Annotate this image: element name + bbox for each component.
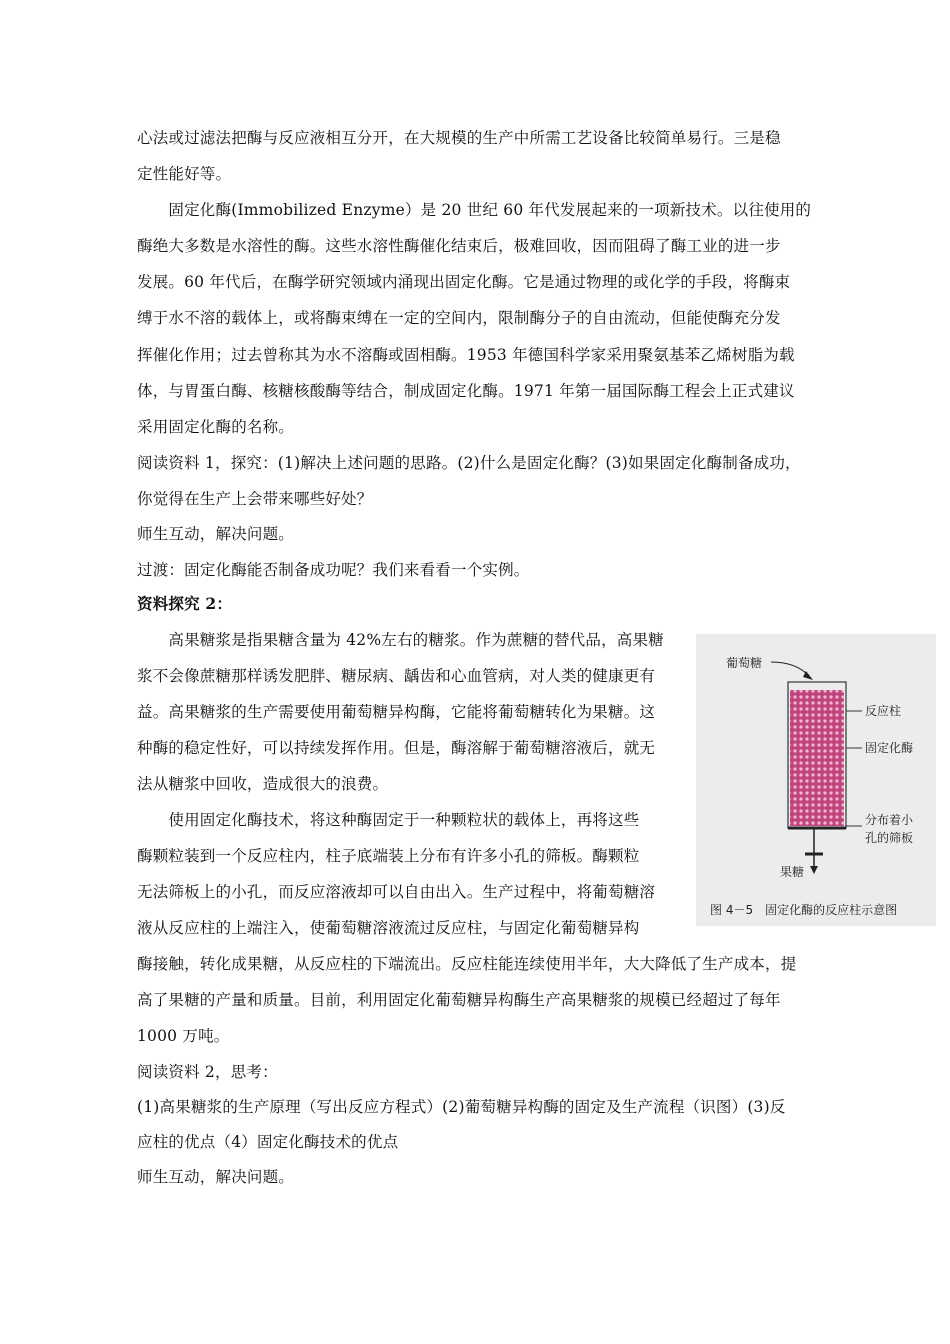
text-line: 种酶的稳定性好，可以持续发挥作用。但是，酶溶解于葡萄糖溶液后，就无 [137,739,656,757]
text-line: 高果糖浆是指果糖含量为 42%左右的糖浆。作为蔗糖的替代品，高果糖 [137,631,664,649]
text-line: 过渡：固定化酶能否制备成功呢？我们来看看一个实例。 [137,561,530,579]
text-line: 法从糖浆中回收，造成很大的浪费。 [137,775,389,793]
section-heading: 资料探究 2： [137,594,233,613]
input-label: 葡萄糖 [726,656,763,670]
output-label: 果糖 [780,865,805,879]
text-line: 无法筛板上的小孔，而反应溶液却可以自由出入。生产过程中，将葡萄糖溶 [137,883,656,901]
text-line: 酶颗粒装到一个反应柱内，柱子底端装上分布有许多小孔的筛板。酶颗粒 [137,847,640,865]
text-line: 高了果糖的产量和质量。目前，利用固定化葡萄糖异构酶生产高果糖浆的规模已经超过了每年 [137,991,781,1009]
text-line: 液从反应柱的上端注入，使葡萄糖溶液流过反应柱，与固定化葡萄糖异构 [137,919,640,937]
text-line: 酶接触，转化成果糖，从反应柱的下端流出。反应柱能连续使用半年，大大降低了生产成本，提 [137,955,797,973]
text-line: 师生互动，解决问题。 [137,525,295,543]
text-line: 浆不会像蔗糖那样诱发肥胖、糖尿病、龋齿和心血管病，对人类的健康更有 [137,667,656,685]
text-line: 挥催化作用；过去曾称其为水不溶酶或固相酶。1953 年德国科学家采用聚氨基苯乙烯树脂为载 [137,346,795,364]
text-line: 心法或过滤法把酶与反应液相互分开，在大规模的生产中所需工艺设备比较简单易行。三是稳 [137,129,781,147]
reaction-column-diagram [696,634,936,926]
text-line: 你觉得在生产上会带来哪些好处？ [137,490,373,508]
text-line: 定性能好等。 [137,165,232,183]
enzyme-label: 固定化酶 [865,741,914,755]
text-line: 体，与胃蛋白酶、核糖核酸酶等结合，制成固定化酶。1971 年第一届国际酶工程会上正式建议 [137,382,795,400]
text-line: 益。高果糖浆的生产需要使用葡萄糖异构酶，它能将葡萄糖转化为果糖。这 [137,703,656,721]
text-line: 阅读资料 1，探究：(1)解决上述问题的思路。(2)什么是固定化酶？(3)如果固定化酶制备成功， [137,454,801,472]
text-line: 固定化酶(Immobilized Enzyme）是 20 世纪 60 年代发展起来的一项新技术。以往使用的 [137,201,812,219]
text-line: 发展。60 年代后，在酶学研究领域内涌现出固定化酶。它是通过物理的或化学的手段，将酶束 [137,273,791,291]
text-line: 酶绝大多数是水溶性的酶。这些水溶性酶催化结束后，极难回收，因而阻碍了酶工业的进一步 [137,237,781,255]
text-line: (1)高果糖浆的生产原理（写出反应方程式）(2)葡萄糖异构酶的固定及生产流程（识图）(3)反 [137,1098,786,1116]
figure-caption: 图 4－5 固定化酶的反应柱示意图 [710,903,898,917]
text-line: 阅读资料 2，思考： [137,1063,278,1081]
text-line: 1000 万吨。 [137,1027,230,1045]
text-line: 师生互动，解决问题。 [137,1168,295,1186]
reaction-column-figure [696,634,936,926]
sieve-label-line-1: 分布着小 [865,813,914,827]
text-line: 缚于水不溶的载体上，或将酶束缚在一定的空间内，限制酶分子的自由流动，但能使酶充分发 [137,309,781,327]
text-line: 应柱的优点（4）固定化酶技术的优点 [137,1133,399,1151]
sieve-label-line-2: 孔的筛板 [865,831,914,845]
immobilized-enzyme-fill [790,690,844,826]
text-line: 采用固定化酶的名称。 [137,418,295,436]
column-label: 反应柱 [865,704,902,718]
text-line: 使用固定化酶技术，将这种酶固定于一种颗粒状的载体上，再将这些 [137,811,640,829]
